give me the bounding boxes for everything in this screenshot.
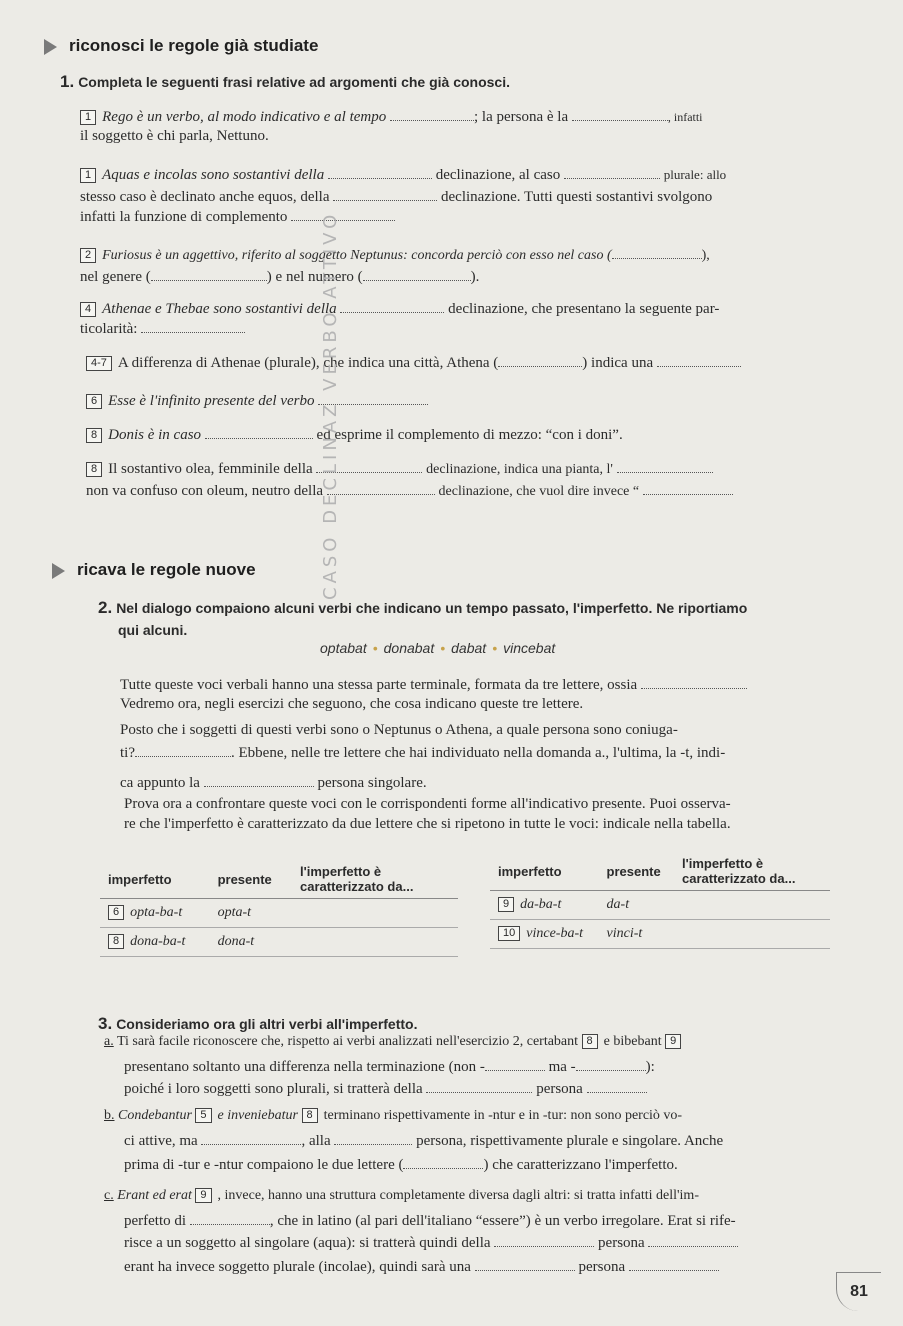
ex3-b-line1: b. Condebantur 5 e inveniebatur 8 terminano rispettivamente in -ntur e in -tur: non sono perciò vo- <box>104 1108 683 1123</box>
table-row: 6 opta-ba-t opta-t <box>100 899 458 928</box>
verb-list: optabat • donabat • dabat • vincebat <box>320 640 556 656</box>
ex2-c-line2: re che l'imperfetto è caratterizzato da due lettere che si ripetono in tutte le voci: indicale nella tabella. <box>124 816 731 832</box>
answer-blank[interactable] <box>291 208 395 221</box>
answer-blank[interactable] <box>333 188 437 201</box>
table-row: 9 da-ba-t da-t <box>490 891 830 920</box>
answer-blank[interactable] <box>141 320 245 333</box>
section-heading-text: riconosci le regole già studiate <box>69 36 319 55</box>
answer-blank[interactable] <box>340 300 444 313</box>
line-ref-box: 1 <box>80 110 96 125</box>
triangle-marker-icon <box>44 39 57 55</box>
ex2-a-line1: Tutte queste voci verbali hanno una stessa parte terminale, formata da tre lettere, ossia <box>120 676 747 694</box>
ex1-sentence-2-line1: 1 Aquas e incolas sono sostantivi della declinazione, al caso plurale: allo <box>80 166 726 184</box>
answer-cell[interactable] <box>292 899 458 928</box>
ex2-b-line3: ca appunto la persona singolare. <box>120 775 427 791</box>
ex3-b-line2: ci attive, ma , alla persona, rispettivamente plurale e singolare. Anche <box>124 1133 724 1149</box>
section-heading-known-rules <box>44 36 318 56</box>
ex1-sentence-8-line1: 8 Il sostantivo olea, femminile della declinazione, indica una pianta, l' <box>86 460 713 478</box>
ex3-b-line3: prima di -tur e -ntur compaiono le due lettere ( ) che caratterizzano l'imperfetto. <box>124 1157 678 1173</box>
ex3-a-line1: a. Ti sarà facile riconoscere che, rispetto ai verbi analizzati nell'esercizio 2, certabant 8 e bibebant 9 <box>104 1034 687 1050</box>
ex3-c-line4: erant ha invece soggetto plurale (incolae), quindi sarà una persona <box>124 1258 719 1276</box>
ex1-sentence-8-line2: non va confuso con oleum, neutro della declinazione, che vuol dire invece “ <box>86 482 733 500</box>
table-row: 8 dona-ba-t dona-t <box>100 928 458 957</box>
ex3-a-line3: poiché i loro soggetti sono plurali, si tratterà della persona <box>124 1080 647 1098</box>
answer-blank[interactable] <box>334 1132 412 1145</box>
answer-blank[interactable] <box>643 482 733 495</box>
answer-blank[interactable] <box>641 676 747 689</box>
pencil-scribble: CASO DECLINAZ VERBO ATTIVO <box>320 210 341 600</box>
answer-blank[interactable] <box>390 108 474 121</box>
table-header-row: imperfetto presente l'imperfetto è caratterizzato da... <box>100 860 458 899</box>
ex1-sentence-6: 6 Esse è l'infinito presente del verbo <box>86 392 428 410</box>
ex3-a-line2: presentano soltanto una differenza nella terminazione (non - ma - ): <box>124 1059 655 1075</box>
answer-blank[interactable] <box>564 166 660 179</box>
answer-blank[interactable] <box>190 1212 270 1225</box>
answer-blank[interactable] <box>327 482 435 495</box>
table-row: 10 vince-ba-t vinci-t <box>490 920 830 949</box>
exercise-2-title-line2: qui alcuni. <box>118 622 188 638</box>
answer-blank[interactable] <box>151 268 267 281</box>
answer-blank[interactable] <box>363 268 471 281</box>
imperfect-table-right <box>490 852 830 949</box>
answer-blank[interactable] <box>498 354 582 367</box>
ex1-sentence-1-line2: il soggetto è chi parla, Nettuno. <box>80 128 269 144</box>
ex1-sentence-2-line2: stesso caso è declinato anche equos, della declinazione. Tutti questi sostantivi svolgono <box>80 189 713 205</box>
answer-blank[interactable] <box>657 354 741 367</box>
ex2-a-line2: Vedremo ora, negli esercizi che seguono, che cosa indicano queste tre lettere. <box>120 696 584 712</box>
ex2-c-line1: Prova ora a confrontare queste voci con le corrispondenti forme all'indicativo presente. Puoi osserva- <box>124 796 731 812</box>
answer-blank[interactable] <box>135 744 231 757</box>
answer-blank[interactable] <box>403 1156 483 1169</box>
answer-blank[interactable] <box>629 1258 719 1271</box>
exercise-2-title: 2. Nel dialogo compaiono alcuni verbi che indicano un tempo passato, l'imperfetto. Ne riportiamo <box>98 598 748 617</box>
ex1-sentence-3-line2: nel genere ( ) e nel numero ( ). <box>80 269 480 285</box>
answer-blank[interactable] <box>205 426 313 439</box>
ex1-sentence-3-line1: 2 Furiosus è un aggettivo, riferito al soggetto Neptunus: concorda perciò con esso nel caso ( ), <box>80 246 710 264</box>
ex3-c-line1: c. Erant ed erat 9 , invece, hanno una struttura completamente diversa dagli altri: si tratta infatti dell'im- <box>104 1188 699 1203</box>
answer-blank[interactable] <box>328 166 432 179</box>
answer-blank[interactable] <box>201 1132 301 1145</box>
answer-blank[interactable] <box>572 108 668 121</box>
triangle-marker-icon <box>52 563 65 579</box>
ex1-sentence-4-line1: 4 Athenae e Thebae sono sostantivi della declinazione, che presentano la seguente par- <box>80 300 719 318</box>
answer-cell[interactable] <box>674 920 830 949</box>
ex1-sentence-4-line2: ticolarità: <box>80 320 245 338</box>
answer-blank[interactable] <box>426 1080 532 1093</box>
answer-blank[interactable] <box>475 1258 575 1271</box>
ex1-sentence-2-line3: infatti la funzione di complemento <box>80 208 395 226</box>
ex3-c-line2: perfetto di , che in latino (al pari dell'italiano “essere”) è un verbo irregolare. Erat si rife- <box>124 1213 736 1229</box>
answer-cell[interactable] <box>292 928 458 957</box>
ex2-b-line2: ti? . Ebbene, nelle tre lettere che hai individuato nella domanda a., l'ultima, la -t, indi- <box>120 745 726 761</box>
ex1-sentence-7: 8 Donis è in caso ed esprime il complemento di mezzo: “con i doni”. <box>86 426 623 444</box>
ex1-sentence-1-line1: 1 Rego è un verbo, al modo indicativo e al tempo ; la persona è la , infatti <box>80 108 703 126</box>
ex2-b-line1: Posto che i soggetti di questi verbi sono o Neptunus o Athena, a quale persona sono coniuga- <box>120 722 678 738</box>
exercise-1-title: 1. Completa le seguenti frasi relative ad argomenti che già conosci. <box>60 72 510 91</box>
ex3-c-line3: risce a un soggetto al singolare (aqua): si tratterà quindi della persona <box>124 1234 738 1252</box>
answer-cell[interactable] <box>674 891 830 920</box>
answer-blank[interactable] <box>576 1058 646 1071</box>
answer-blank[interactable] <box>648 1234 738 1247</box>
answer-blank[interactable] <box>612 246 702 259</box>
answer-blank[interactable] <box>485 1058 545 1071</box>
table-header-row: imperfetto presente l'imperfetto è caratterizzato da... <box>490 852 830 891</box>
answer-blank[interactable] <box>204 774 314 787</box>
section-heading-new-rules: ricava le regole nuove <box>52 560 256 580</box>
answer-blank[interactable] <box>587 1080 647 1093</box>
exercise-3-title: 3. Consideriamo ora gli altri verbi all'imperfetto. <box>98 1014 418 1033</box>
answer-blank[interactable] <box>494 1234 594 1247</box>
imperfect-table-left <box>100 860 458 957</box>
page-number: 81 <box>836 1272 881 1311</box>
answer-blank[interactable] <box>617 460 713 473</box>
ex1-sentence-5: 4-7 A differenza di Athenae (plurale), che indica una città, Athena ( ) indica una <box>86 354 741 372</box>
